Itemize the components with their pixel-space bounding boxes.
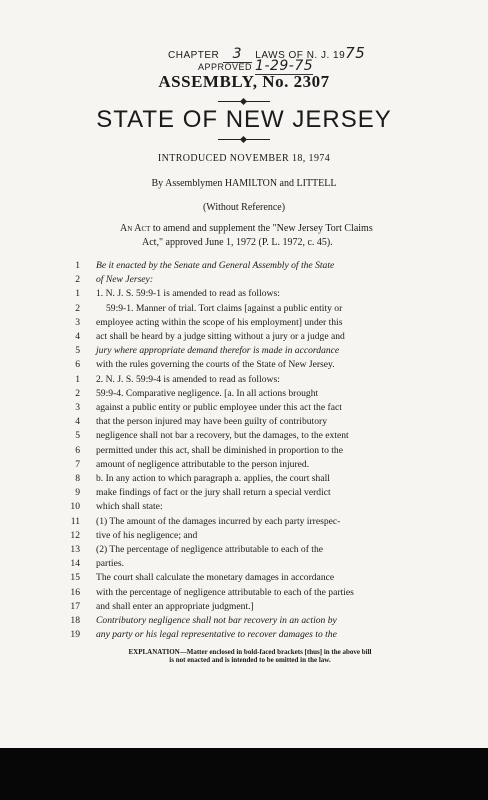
line-text: and shall enter an appropriate judgment.] xyxy=(96,600,254,612)
line-number: 15 xyxy=(70,572,80,584)
line-text: make findings of fact or the jury shall return a special verdict xyxy=(96,487,331,499)
bill-line xyxy=(75,473,330,485)
line-text: permitted under this act, shall be diminished in proportion to the xyxy=(96,444,343,456)
bill-line xyxy=(70,586,354,599)
line-number: 6 xyxy=(75,444,80,456)
line-text: Be it enacted by the Senate and General Assembly of the State xyxy=(96,260,335,271)
line-number: 8 xyxy=(75,473,80,484)
line-text: 59:9-4. Comparative negligence. [a. In all actions brought xyxy=(96,387,319,399)
line-number: 11 xyxy=(70,515,80,527)
act-title-line2: Act," approved June 1, 1972 (P. L. 1972, c. 45). xyxy=(142,237,333,248)
bill-line xyxy=(70,558,124,570)
line-number: 2 xyxy=(75,302,80,314)
line-number: 9 xyxy=(75,487,80,499)
bill-line xyxy=(75,260,335,272)
line-text: The court shall calculate the monetary damages in accordance xyxy=(96,572,335,584)
explanation-line2: is not enacted and is intended to be omitted in the law. xyxy=(169,656,331,664)
bill-line xyxy=(70,615,337,627)
bill-line xyxy=(75,274,154,286)
bill-line xyxy=(70,515,341,528)
line-number: 3 xyxy=(75,316,80,328)
line-number: 5 xyxy=(75,345,80,357)
bill-line xyxy=(75,359,335,371)
line-text: parties. xyxy=(96,558,124,570)
act-title-line1: to amend and supplement the "New Jersey Tort Claims xyxy=(150,223,373,234)
chapter-label: CHAPTER xyxy=(168,50,220,61)
line-number: 16 xyxy=(70,586,80,598)
line-number: 5 xyxy=(75,430,80,442)
line-text: with the percentage of negligence attributable to each of the parties xyxy=(96,586,354,598)
bill-line xyxy=(75,288,280,300)
line-number: 1 xyxy=(75,373,80,385)
line-number: 1 xyxy=(75,260,80,271)
line-text: 1. N. J. S. 59:9-1 is amended to read as follows: xyxy=(96,288,280,300)
bill-line xyxy=(70,501,163,513)
bill-line xyxy=(70,600,254,613)
line-number: 7 xyxy=(75,458,80,470)
bill-line xyxy=(75,373,280,386)
act-title xyxy=(120,222,390,250)
bill-line xyxy=(75,387,319,400)
line-text: (1) The amount of the damages incurred by each party irrespec- xyxy=(96,515,341,527)
bill-line xyxy=(75,430,349,442)
bill-line xyxy=(75,316,343,329)
explanation-note xyxy=(70,648,430,664)
line-number: 10 xyxy=(70,501,80,513)
chapter-number: 3 xyxy=(223,46,252,63)
line-text: any party or his legal representative to recover damages to the xyxy=(96,629,337,641)
bill-line xyxy=(75,345,340,357)
line-text: b. In any action to which paragraph a. applies, the court shall xyxy=(96,473,330,484)
line-number: 6 xyxy=(75,359,80,371)
line-text: which shall state: xyxy=(96,501,163,513)
line-text: (2) The percentage of negligence attributable to each of the xyxy=(96,544,324,555)
sponsors-line: By Assemblymen HAMILTON and LITTELL xyxy=(151,178,337,189)
line-text: of New Jersey: xyxy=(96,274,154,286)
approved-label: APPROVED xyxy=(198,62,253,72)
bill-line xyxy=(75,302,343,315)
bill-line xyxy=(70,529,198,542)
bill-line xyxy=(75,402,342,414)
line-number: 13 xyxy=(70,544,80,555)
line-number: 12 xyxy=(70,529,80,541)
line-number: 17 xyxy=(70,600,80,612)
middle-divider xyxy=(218,139,270,140)
line-number: 1 xyxy=(75,288,80,300)
line-text: amount of negligence attributable to the person injured. xyxy=(96,458,310,470)
act-title-prefix: An Act xyxy=(120,223,151,234)
bill-line xyxy=(75,416,327,428)
bill-line xyxy=(75,487,331,499)
explanation-line1: EXPLANATION—Matter enclosed in bold-faced brackets [thus] in the above bill xyxy=(128,648,372,656)
line-number: 19 xyxy=(70,629,80,641)
line-text: Contributory negligence shall not bar recovery in an action by xyxy=(96,615,337,626)
introduced-date: INTRODUCED NOVEMBER 18, 1974 xyxy=(157,153,331,164)
laws-label: LAWS OF N. J. 19 xyxy=(255,50,346,61)
line-number: 3 xyxy=(75,402,80,413)
line-text: against a public entity or public employee under this act the fact xyxy=(96,402,342,413)
bill-line xyxy=(70,629,337,641)
line-text: 2. N. J. S. 59:9-4 is amended to read as follows: xyxy=(96,373,280,385)
bill-line xyxy=(70,572,335,584)
line-number: 4 xyxy=(75,416,80,428)
line-number: 18 xyxy=(70,615,80,626)
line-text: act shall be heard by a judge sitting without a jury or a judge and xyxy=(96,331,345,342)
line-text: employee acting within the scope of his employment] under this xyxy=(96,316,343,328)
line-text: with the rules governing the courts of the State of New Jersey. xyxy=(96,359,335,371)
line-text: that the person injured may have been guilty of contributory xyxy=(96,416,327,428)
bill-line xyxy=(70,544,324,556)
line-number: 14 xyxy=(70,558,80,570)
line-number: 2 xyxy=(75,274,80,286)
assembly-bill-number: ASSEMBLY, No. 2307 xyxy=(158,72,330,91)
top-divider xyxy=(218,101,270,102)
bill-line xyxy=(75,331,345,343)
state-title: STATE OF NEW JERSEY xyxy=(96,106,392,133)
line-text: negligence shall not bar a recovery, but the damages, to the extent xyxy=(96,430,349,442)
scan-bottom-edge xyxy=(0,748,488,800)
reference-line: (Without Reference) xyxy=(202,202,286,213)
laws-year: 75 xyxy=(345,44,366,62)
line-text: 59:9-1. Manner of trial. Tort claims [against a public entity or xyxy=(106,302,343,314)
bill-line xyxy=(75,444,343,457)
line-number: 2 xyxy=(75,387,80,399)
line-number: 4 xyxy=(75,331,80,342)
bill-line xyxy=(75,458,310,471)
approved-date: 1-29-75 xyxy=(255,58,314,74)
line-text: jury where appropriate demand therefor is made in accordance xyxy=(96,345,340,357)
line-text: tive of his negligence; and xyxy=(96,529,198,541)
